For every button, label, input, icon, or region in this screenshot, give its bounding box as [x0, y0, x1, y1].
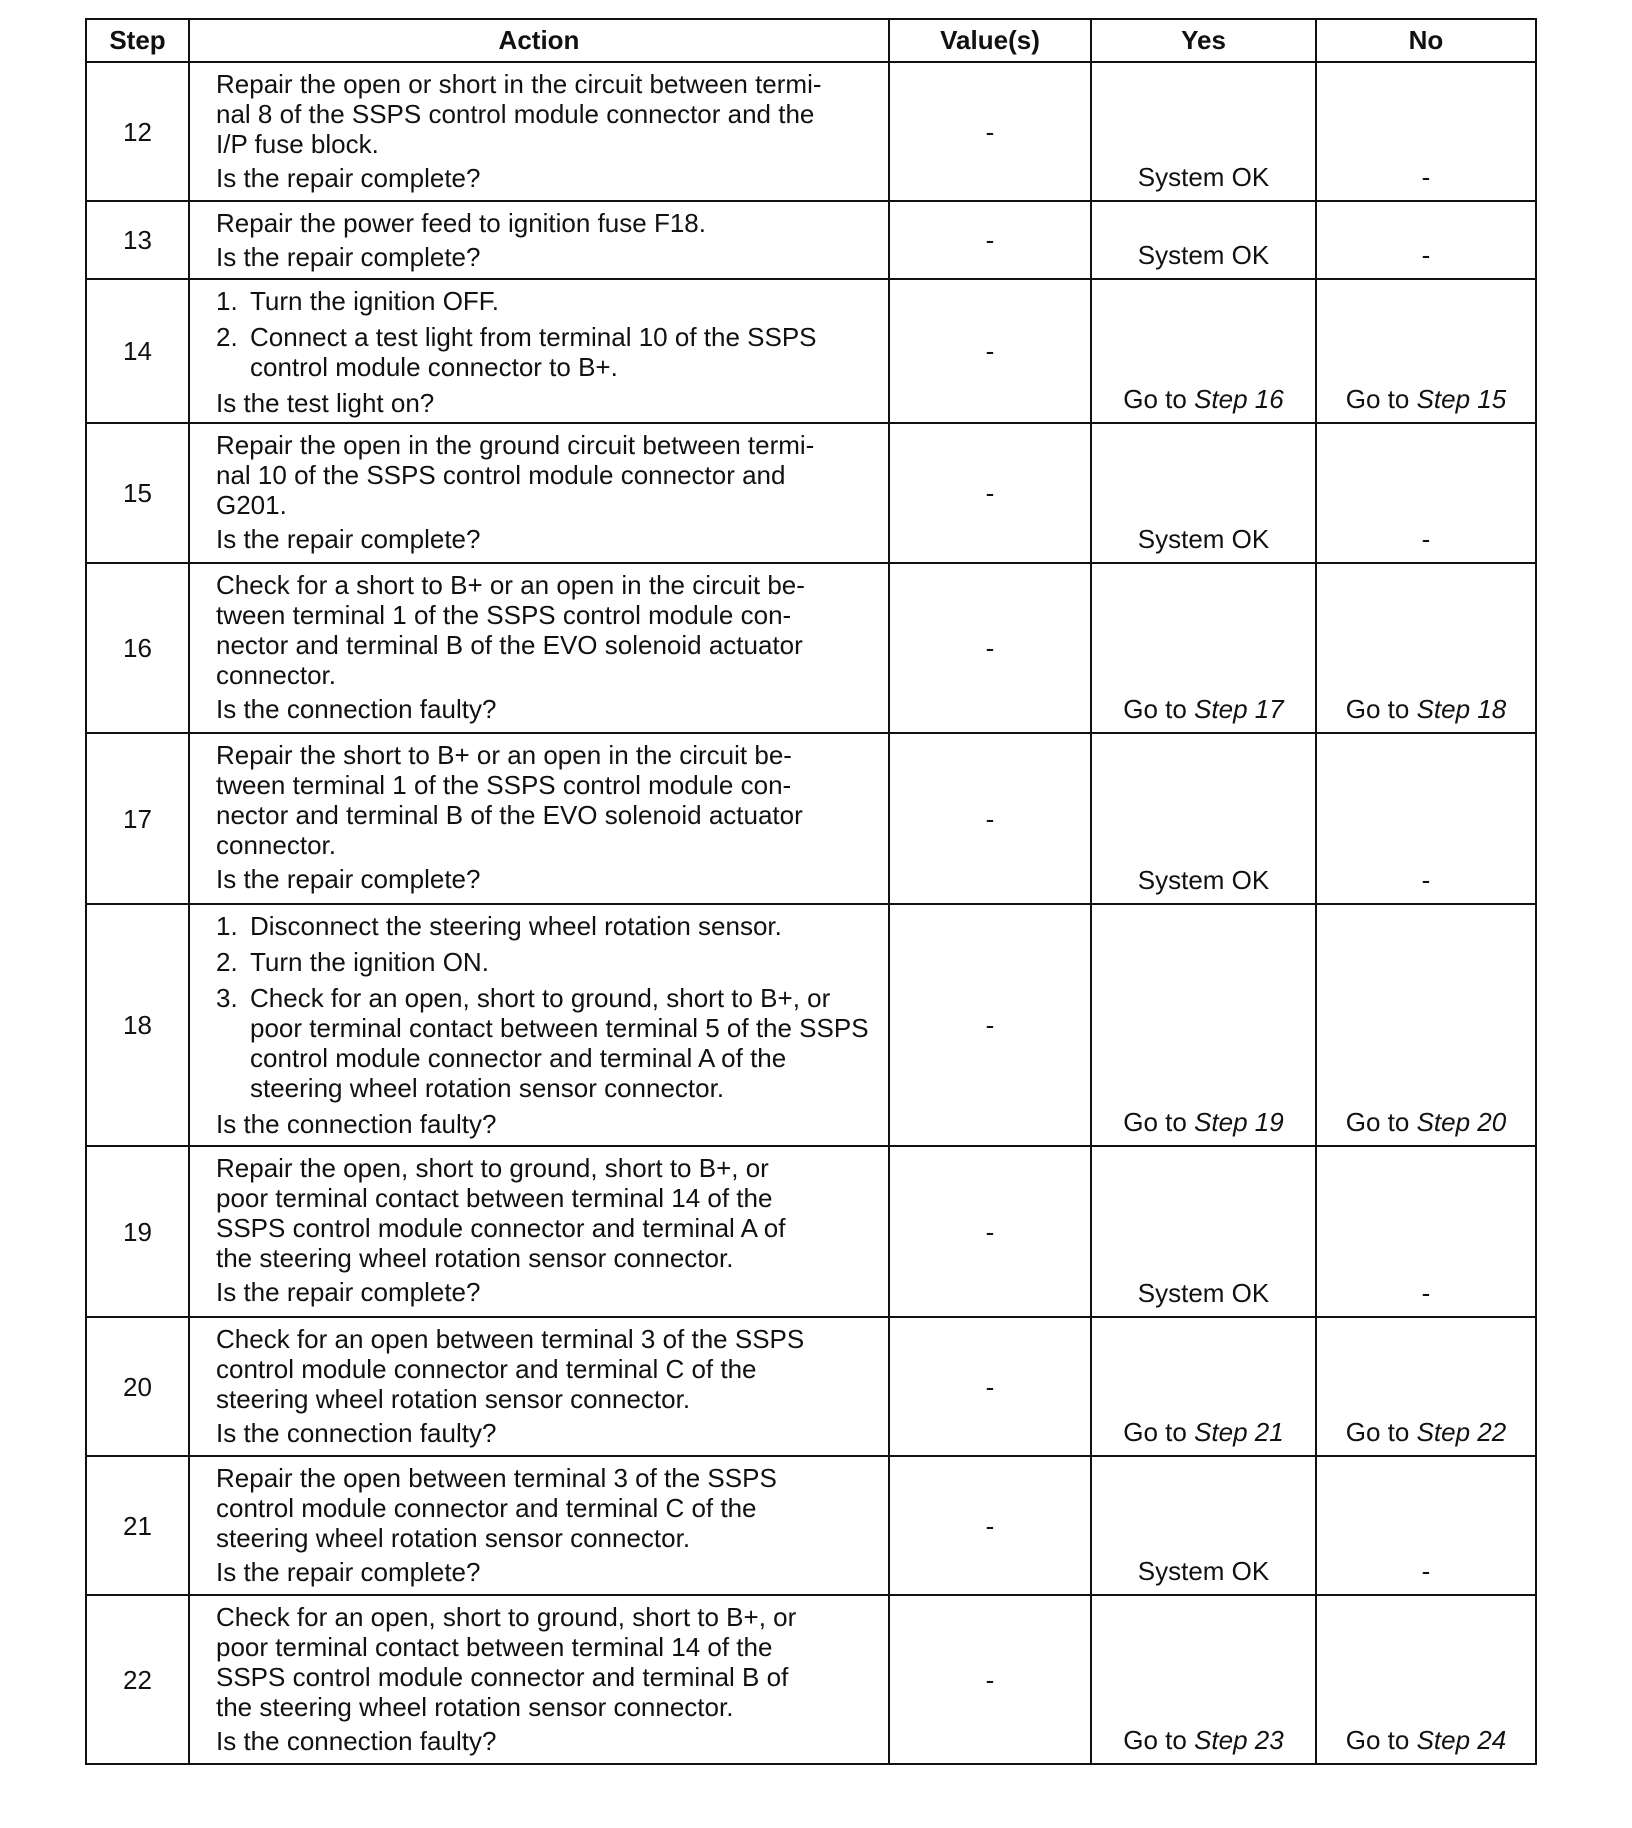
no-goto-step: Step 18	[1416, 694, 1507, 724]
no-goto-prefix: Go to	[1345, 1725, 1417, 1755]
no-result: -	[1421, 162, 1431, 192]
yes-cell	[1091, 1595, 1316, 1764]
no-goto-prefix: Go to	[1345, 1417, 1417, 1447]
no-cell	[1316, 201, 1536, 279]
yes-cell	[1091, 1456, 1316, 1595]
action-text-line: poor terminal contact between terminal 14 of the	[216, 1632, 773, 1662]
action-cell	[189, 279, 889, 423]
yes-goto-step: Step 19	[1194, 1107, 1284, 1137]
action-text-line: Check for an open, short to ground, short to B+, or	[216, 1602, 797, 1632]
action-text-line: control module connector and terminal C of the	[216, 1354, 757, 1384]
step-number: 17	[86, 733, 189, 904]
action-cell	[189, 1317, 889, 1456]
yes-result: System OK	[1137, 1278, 1270, 1308]
yes-cell	[1091, 201, 1316, 279]
action-cell	[189, 733, 889, 904]
value-cell: -	[889, 563, 1091, 733]
yes-result: System OK	[1137, 240, 1270, 270]
action-text-line: Repair the open or short in the circuit between termi-	[216, 69, 822, 99]
yes-goto-step: Step 17	[1194, 694, 1284, 724]
action-text-line: SSPS control module connector and terminal A of	[216, 1213, 786, 1243]
no-cell	[1316, 904, 1536, 1146]
instruction-item	[216, 322, 876, 382]
table-row	[86, 563, 1536, 733]
value-cell: -	[889, 1317, 1091, 1456]
value-cell: -	[889, 1456, 1091, 1595]
action-text-line: nector and terminal B of the EVO solenoid actuator	[216, 630, 803, 660]
no-cell	[1316, 1317, 1536, 1456]
value-cell: -	[889, 423, 1091, 563]
no-result: -	[1421, 1278, 1431, 1308]
value-cell: -	[889, 279, 1091, 423]
table-row	[86, 904, 1536, 1146]
no-result: -	[1421, 524, 1431, 554]
action-question: Is the repair complete?	[216, 864, 481, 894]
no-cell	[1316, 62, 1536, 201]
no-cell	[1316, 1146, 1536, 1317]
yes-cell	[1091, 62, 1316, 201]
step-number: 18	[86, 904, 189, 1146]
action-cell	[189, 62, 889, 201]
yes-result: System OK	[1137, 524, 1270, 554]
step-number: 19	[86, 1146, 189, 1317]
value-cell: -	[889, 733, 1091, 904]
action-text-line: nal 8 of the SSPS control module connector and the	[216, 99, 815, 129]
yes-goto-step: Step 16	[1194, 384, 1284, 414]
action-question: Is the repair complete?	[216, 1277, 481, 1307]
instruction-number: 2.	[216, 322, 238, 352]
no-cell	[1316, 423, 1536, 563]
action-text-line: Repair the power feed to ignition fuse F18.	[216, 208, 706, 238]
action-text-line: Repair the open in the ground circuit between termi-	[216, 430, 815, 460]
instruction-item	[216, 983, 876, 1103]
step-number: 16	[86, 563, 189, 733]
action-text-line: G201.	[216, 490, 287, 520]
action-question: Is the connection faulty?	[216, 1418, 497, 1448]
no-goto-step: Step 15	[1416, 384, 1507, 414]
yes-cell	[1091, 279, 1316, 423]
header-row	[86, 19, 1536, 62]
action-text-line: nal 10 of the SSPS control module connector and	[216, 460, 786, 490]
value-cell: -	[889, 201, 1091, 279]
yes-goto-prefix: Go to	[1123, 694, 1195, 724]
no-goto-prefix: Go to	[1345, 384, 1417, 414]
yes-goto-prefix: Go to	[1123, 1417, 1195, 1447]
action-text-line: Repair the short to B+ or an open in the circuit be-	[216, 740, 792, 770]
action-cell	[189, 904, 889, 1146]
yes-cell	[1091, 1146, 1316, 1317]
table-row	[86, 1317, 1536, 1456]
action-cell	[189, 201, 889, 279]
no-goto-step: Step 22	[1416, 1417, 1507, 1447]
no-goto-prefix: Go to	[1345, 1107, 1417, 1137]
instruction-text: Turn the ignition OFF.	[250, 286, 500, 316]
no-result: -	[1421, 1556, 1431, 1586]
numbered-instructions	[216, 911, 876, 1103]
action-question: Is the connection faulty?	[216, 1726, 497, 1756]
action-cell	[189, 1456, 889, 1595]
step-number: 22	[86, 1595, 189, 1764]
numbered-instructions	[216, 286, 876, 382]
instruction-text: Connect a test light from terminal 10 of the SSPS control module connector to B+.	[250, 322, 817, 382]
step-number: 15	[86, 423, 189, 563]
action-text-line: steering wheel rotation sensor connector.	[216, 1523, 691, 1553]
instruction-text: Turn the ignition ON.	[250, 947, 489, 977]
action-text-line: steering wheel rotation sensor connector.	[216, 1384, 691, 1414]
yes-goto-step: Step 21	[1194, 1417, 1284, 1447]
no-goto-step: Step 24	[1416, 1725, 1507, 1755]
step-number: 20	[86, 1317, 189, 1456]
step-number: 14	[86, 279, 189, 423]
header-action: Action	[189, 19, 889, 62]
action-question: Is the repair complete?	[216, 163, 481, 193]
table-row	[86, 733, 1536, 904]
yes-result: System OK	[1137, 1556, 1270, 1586]
action-text-line: nector and terminal B of the EVO solenoid actuator	[216, 800, 803, 830]
value-cell: -	[889, 1595, 1091, 1764]
instruction-text: Disconnect the steering wheel rotation sensor.	[250, 911, 782, 941]
instruction-item	[216, 286, 876, 316]
table-row	[86, 1456, 1536, 1595]
instruction-number: 1.	[216, 286, 238, 316]
instruction-number: 2.	[216, 947, 238, 977]
no-result: -	[1421, 240, 1431, 270]
step-number: 21	[86, 1456, 189, 1595]
instruction-text: Check for an open, short to ground, short to B+, or poor terminal contact between terminal 5 of the SSPS control module connector and terminal A of the steering wheel rotation sensor connector.	[250, 983, 869, 1103]
action-cell	[189, 1595, 889, 1764]
no-cell	[1316, 1456, 1536, 1595]
table-body	[86, 62, 1536, 1764]
instruction-item	[216, 947, 876, 977]
yes-goto-prefix: Go to	[1123, 384, 1195, 414]
action-cell	[189, 563, 889, 733]
action-text-line: connector.	[216, 830, 336, 860]
no-cell	[1316, 733, 1536, 904]
table-row	[86, 201, 1536, 279]
action-text-line: tween terminal 1 of the SSPS control module con-	[216, 770, 792, 800]
yes-goto-step: Step 23	[1194, 1725, 1284, 1755]
yes-result: System OK	[1137, 865, 1270, 895]
action-cell	[189, 423, 889, 563]
header-step: Step	[86, 19, 189, 62]
step-number: 12	[86, 62, 189, 201]
header-yes: Yes	[1091, 19, 1316, 62]
value-cell: -	[889, 1146, 1091, 1317]
table-row	[86, 423, 1536, 563]
action-text-line: the steering wheel rotation sensor connector.	[216, 1692, 734, 1722]
action-question: Is the test light on?	[216, 388, 435, 418]
yes-cell	[1091, 1317, 1316, 1456]
action-text-line: I/P fuse block.	[216, 129, 379, 159]
action-question: Is the repair complete?	[216, 524, 481, 554]
action-text-line: Repair the open, short to ground, short to B+, or	[216, 1153, 769, 1183]
no-cell	[1316, 563, 1536, 733]
diagnostic-table	[85, 18, 1537, 1765]
step-number: 13	[86, 201, 189, 279]
action-text-line: SSPS control module connector and terminal B of	[216, 1662, 789, 1692]
instruction-number: 1.	[216, 911, 238, 941]
instruction-number: 3.	[216, 983, 238, 1013]
action-question: Is the repair complete?	[216, 242, 481, 272]
table-row	[86, 62, 1536, 201]
value-cell: -	[889, 904, 1091, 1146]
action-text-line: control module connector and terminal C of the	[216, 1493, 757, 1523]
no-goto-step: Step 20	[1416, 1107, 1507, 1137]
action-question: Is the connection faulty?	[216, 1109, 497, 1139]
no-result: -	[1421, 865, 1431, 895]
yes-cell	[1091, 904, 1316, 1146]
header-values: Value(s)	[889, 19, 1091, 62]
table-row	[86, 1146, 1536, 1317]
action-text-line: poor terminal contact between terminal 14 of the	[216, 1183, 773, 1213]
instruction-item	[216, 911, 876, 941]
yes-cell	[1091, 423, 1316, 563]
header-no: No	[1316, 19, 1536, 62]
action-text-line: Check for a short to B+ or an open in the circuit be-	[216, 570, 805, 600]
action-text-line: tween terminal 1 of the SSPS control module con-	[216, 600, 792, 630]
value-cell: -	[889, 62, 1091, 201]
no-cell	[1316, 1595, 1536, 1764]
yes-cell	[1091, 563, 1316, 733]
yes-cell	[1091, 733, 1316, 904]
yes-goto-prefix: Go to	[1123, 1107, 1195, 1137]
action-question: Is the repair complete?	[216, 1557, 481, 1587]
action-text-line: the steering wheel rotation sensor connector.	[216, 1243, 734, 1273]
yes-goto-prefix: Go to	[1123, 1725, 1195, 1755]
action-question: Is the connection faulty?	[216, 694, 497, 724]
action-text-line: Check for an open between terminal 3 of the SSPS	[216, 1324, 805, 1354]
no-cell	[1316, 279, 1536, 423]
action-text-line: connector.	[216, 660, 336, 690]
table-row	[86, 279, 1536, 423]
action-cell	[189, 1146, 889, 1317]
no-goto-prefix: Go to	[1345, 694, 1417, 724]
yes-result: System OK	[1137, 162, 1270, 192]
table-row	[86, 1595, 1536, 1764]
action-text-line: Repair the open between terminal 3 of the SSPS	[216, 1463, 777, 1493]
